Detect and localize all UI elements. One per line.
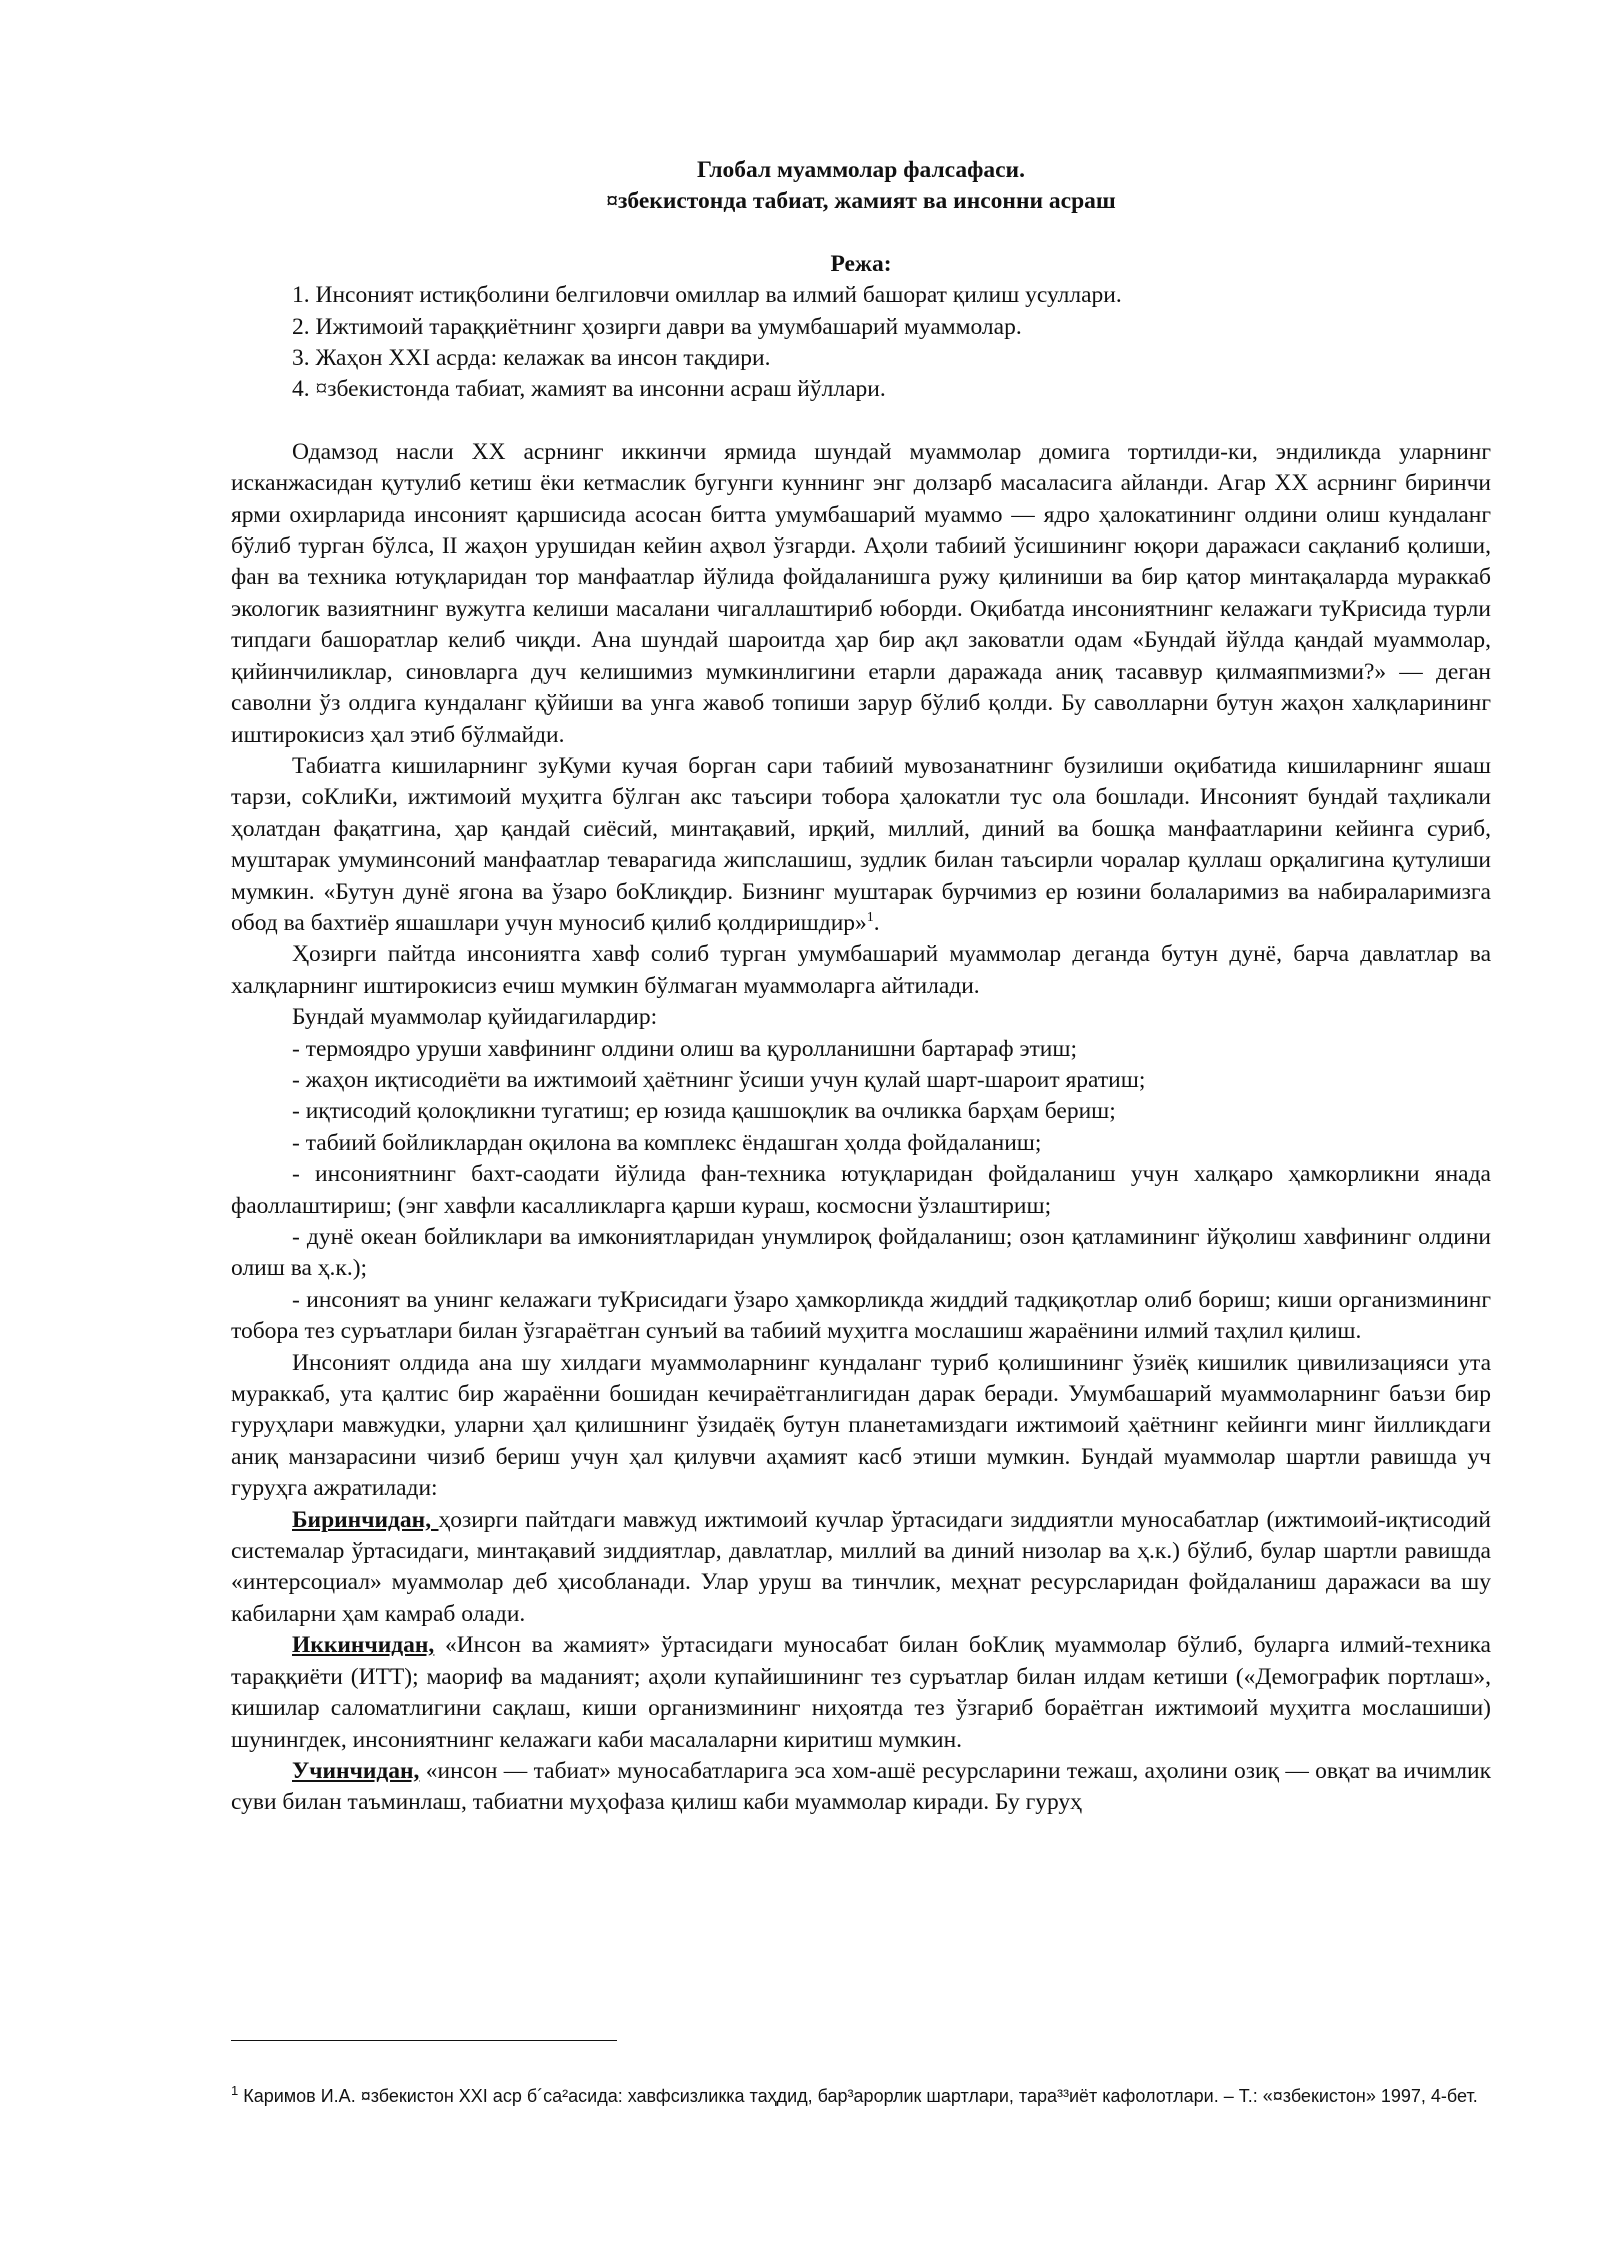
problem-item: - инсониятнинг бахт-саодати йўлида фан-техника ютуқларидан фойдаланиш учун халқаро ҳамкорликни янада фаоллаштириш; (энг хавфли касалликларга қарши кураш, космосни ўзлаштириш; [231, 1161, 1491, 1219]
group-third-text: «инсон — табиат» муносабатларига эса хом-ашё ресурсларини тежаш, аҳолини озиқ — овқат ва ичимлик суви билан таъминлаш, табиатни муҳофаза қилиш каби муаммолар киради. Бу гуруҳ [231, 1757, 1491, 1816]
group-third-term: Учинчидан, [292, 1757, 420, 1784]
group-second-term: Иккинчидан, [292, 1632, 435, 1659]
main-text [231, 437, 1491, 1819]
quote-paragraph-end: . [873, 909, 880, 936]
group-first-text: ҳозирги пайтдаги мавжуд ижтимоий кучлар ўртасидаги зиддиятли муносабатлар (ижтимоий-иқтисодий системалар ўртасидаги, минтақавий зиддиятлар, давлатлар, миллий ва диний низолар ва ҳ.к.) бўлиб, булар шартли равишда «интерсоциал» муаммолар деб ҳисобланади. Улар уруш ва тинчлик, меҳнат ресурсларидан фойдаланиш даражаси ва шу кабиларни ҳам камраб олади. [231, 1506, 1491, 1627]
quote-paragraph [231, 751, 1491, 939]
list-intro: Бундай муаммолар қуйидагилардир: [292, 1004, 658, 1031]
group-third [231, 1756, 1491, 1819]
document-body [231, 155, 1491, 1819]
plan-item: 1. Инсоният истиқболини белгиловчи омиллар ва илмий башорат қилиш усуллари. [292, 282, 1122, 309]
plan-item: 2. Ижтимоий тараққиётнинг ҳозирги даври ва умумбашарий муаммолар. [292, 313, 1022, 340]
problem-item: - инсоният ва унинг келажаги туКрисидаги ўзаро ҳамкорликда жиддий тадқиқотлар олиб бориш; киши организмининг тобора тез суръатлари билан ўзгараётган сунъий ва табиий муҳитга мослашиш жараёнини илмий таҳлил қилиш. [231, 1286, 1491, 1345]
footnote-text: Каримов И.А. ¤збекистон XXI аср б´са²асида: хавфсизликка таҳдид, бар³арорлик шартлари, тара³³иёт кафолотлари. – Т.: «¤збекистон» 1997, 4-бет. [238, 2086, 1478, 2106]
problem-item: - дунё океан бойликлари ва имкониятларидан унумлироқ фойдаланиш; озон қатламининг йўқолиш хавфининг олдини олиш ва ҳ.к.); [231, 1224, 1491, 1282]
footnote-separator [231, 2040, 617, 2041]
footnote [231, 2082, 1491, 2111]
plan-list [231, 280, 1491, 406]
plan-item: 3. Жаҳон XXI асрда: келажак ва инсон тақдири. [292, 345, 771, 372]
paragraph: Одамзод насли XX асрнинг иккинчи ярмида шундай муаммолар домига тортилди-ки, эндиликда уларнинг исканжасидан қутулиб кетиш ёки кетмаслик бугунги куннинг энг долзарб масаласига айланди. Агар XX асрнинг биринчи ярми охирларида инсоният қаршисида асосан битта умумбашарий муаммо — ядро ҳалокатининг олдини олиш кундаланг бўлиб турган бўлса, II жаҳон урушидан кейин аҳвол ўзгарди. Аҳоли табиий ўсишининг юқори даражаси сақланиб қолиши, фан ва техника ютуқларидан тор манфаатлар йўлида фойдаланишга ружу қилиниши ва бир қатор минтақаларда мураккаб экологик вазиятнинг вужутга келиши масалани чигаллаштириб юборди. Оқибатда инсониятнинг келажаги туКрисида турли типдаги башоратлар келиб чиқди. Ана шундай шароитда ҳар бир ақл заковатли одам «Бундай йўлда қандай муаммолар, қийинчиликлар, синовларга дуч келишимиз мумкинлигини етарли даражада аниқ тасаввур қилмаяпмизми?» — деган саволни ўз олдига кундаланг қўйиши ва унга жавоб топиши зарур бўлиб қолди. Бу саволларни бутун жаҳон халқларининг иштирокисиз ҳал этиб бўлмайди. [231, 438, 1491, 748]
footnote-reference[interactable]: 1 [866, 910, 874, 926]
title-line-2: ¤збекистонда табиат, жамият ва инсонни асраш [606, 188, 1116, 215]
group-first [231, 1505, 1491, 1631]
plan-item: 4. ¤збекистонда табиат, жамият ва инсонни асраш йўллари. [292, 376, 886, 403]
group-second [231, 1630, 1491, 1756]
paragraph: Ҳозирги пайтда инсониятга хавф солиб турган умумбашарий муаммолар деганда бутун дунё, барча давлатлар ва халқларнинг иштирокисиз ечиш мумкин бўлмаган муаммоларга айтилади. [231, 941, 1491, 999]
problem-item: - жаҳон иқтисодиёти ва ижтимоий ҳаётнинг ўсиши учун қулай шарт-шароит яратиш; [292, 1066, 1146, 1093]
title-line-1: Глобал муаммолар фалсафаси. [697, 157, 1025, 183]
footnote-marker: 1 [231, 2083, 239, 2098]
quote-paragraph-text: Табиатга кишиларнинг зуКуми кучая борган сари табиий мувозанатнинг бузилиши оқибатида кишиларнинг яшаш тарзи, соКлиКи, ижтимоий муҳитга бўлган акс таъсири тобора ҳалокатли тус ола бошлади. Инсоният бундай таҳликали ҳолатдан фақатгина, ҳар қандай сиёсий, минтақавий, ирқий, миллий, диний ва бошқа манфаатларини кейинга суриб, муштарак умуминсоний манфаатлар теварагида жипслашиш, зудлик билан таъсирли чоралар қуллаш орқалигина қутулиши мумкин. «Бутун дунё ягона ва ўзаро боКлиқдир. Бизнинг муштарак бурчимиз ер юзини болаларимиз ва набираларимизга обод ва бахтиёр яшашлари учун муносиб қилиб қолдиришдир» [231, 752, 1491, 936]
plan-heading: Режа: [830, 250, 892, 277]
problem-item: - табиий бойликлардан оқилона ва комплекс ёндашган ҳолда фойдаланиш; [292, 1129, 1042, 1156]
group-second-text: «Инсон ва жамият» ўртасидаги муносабат билан боКлиқ муаммолар бўлиб, буларга илмий-техника тараққиёти (ИТТ); маориф ва маданият; аҳоли купайишининг тез суръатлар билан илдам кетиши («Демографик портлаш», кишилар саломатлигини сақлаш, киши организмининг ниҳоятда тез ўзгариб бораётган ижтимоий муҳитга мослашиши) шунингдек, инсониятнинг келажаги каби масалаларни киритиш мумкин. [231, 1632, 1491, 1753]
problem-item: - термоядро уруши хавфининг олдини олиш ва қуролланишни бартараф этиш; [292, 1035, 1078, 1062]
problem-item: - иқтисодий қолоқликни тугатиш; ер юзида қашшоқлик ва очликка барҳам бериш; [292, 1098, 1116, 1125]
paragraph: Инсоният олдида ана шу хилдаги муаммоларнинг кундаланг туриб қолишининг ўзиёқ кишилик цивилизацияси ута мураккаб, ута қалтис бир жараённи бошидан кечираётганлигидан дарак беради. Умумбашарий муаммоларнинг баъзи бир гуруҳлари мавжудки, уларни ҳал қилишнинг ўзидаёқ бутун планетамиздаги ижтимоий ҳаётнинг кейинги минг йилликдаги аниқ манзарасини чизиб бериш учун ҳал қилувчи аҳамият касб этиши мумкин. Бундай муаммолар шартли равишда уч гуруҳга ажратилади: [231, 1349, 1491, 1502]
group-first-term: Биринчидан, [292, 1506, 439, 1533]
